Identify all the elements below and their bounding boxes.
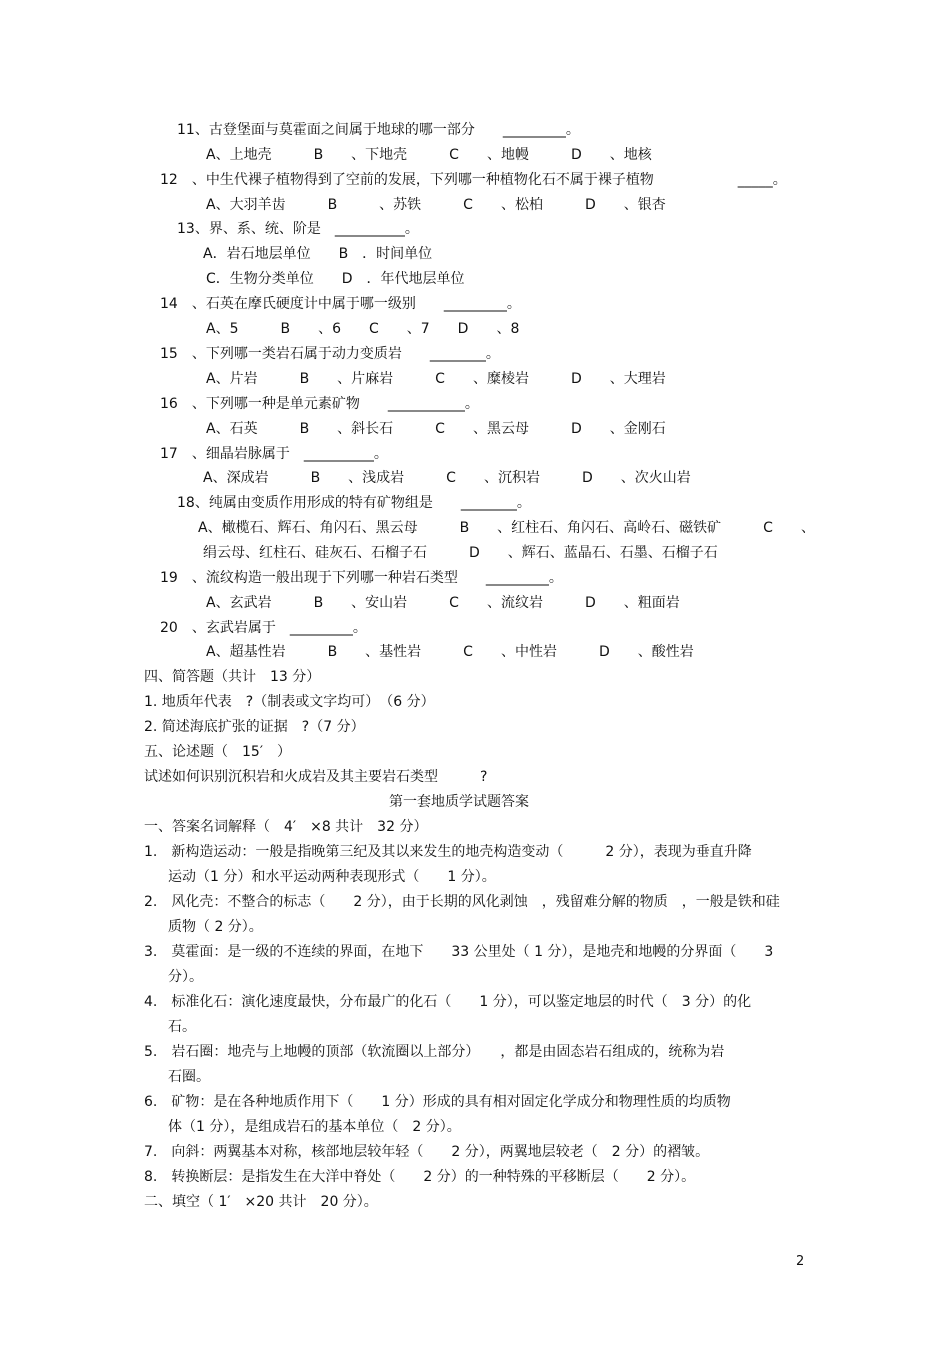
question-14: 14 、石英在摩氏硬度计中属于哪一级别 _________。 — [160, 296, 521, 312]
question-20-options: A、超基性岩 B 、基性岩 C 、中性岩 D 、酸性岩 — [206, 644, 694, 660]
answer-5-line-1: 5. 岩石圈：地壳与上地幔的顶部（软流圈以上部分） ，都是由固态岩石组成的，统称为岩 — [144, 1044, 725, 1060]
question-18-options-2: 绢云母、红柱石、硅灰石、石榴子石 D 、辉石、蓝晶石、石墨、石榴子石 — [203, 545, 718, 561]
answer-1-line-2: 运动（1 分）和水平运动两种表现形式（ 1 分）。 — [168, 869, 496, 885]
question-15-options: A、片岩 B 、片麻岩 C 、糜棱岩 D 、大理岩 — [206, 371, 666, 387]
answer-section-1-heading: 一、答案名词解释（ 4′ ×8 共计 32 分） — [144, 819, 428, 835]
question-13: 13、界、系、统、阶是 __________。 — [177, 221, 419, 237]
question-12: 12 、中生代裸子植物得到了空前的发展，下列哪一种植物化石不属于裸子植物 _____。 — [160, 172, 787, 188]
answer-1-line-1: 1. 新构造运动：一般是指晚第三纪及其以来发生的地壳构造变动（ 2 分），表现为垂直升降 — [144, 844, 752, 860]
short-answer-2: 2. 简述海底扩张的证据 ?（7 分） — [144, 719, 365, 735]
answer-6-line-1: 6. 矿物：是在各种地质作用下（ 1 分）形成的具有相对固定化学成分和物理性质的均质物 — [144, 1094, 731, 1110]
question-18: 18、纯属由变质作用形成的特有矿物组是 ________。 — [177, 495, 531, 511]
answer-7: 7. 向斜：两翼基本对称，核部地层较年轻（ 2 分），两翼地层较老（ 2 分）的褶皱。 — [144, 1144, 710, 1160]
question-14-options: A、5 B 、6 C 、7 D 、8 — [206, 321, 520, 337]
essay-question: 试述如何识别沉积岩和火成岩及其主要岩石类型 ? — [144, 769, 488, 785]
question-19: 19 、流纹构造一般出现于下列哪一种岩石类型 _________。 — [160, 570, 563, 586]
question-18-options-1: A、橄榄石、辉石、角闪石、黑云母 B 、红柱石、角闪石、高岭石、磁铁矿 C 、 — [198, 520, 815, 536]
question-11-options: A、上地壳 B 、下地壳 C 、地幔 D 、地核 — [206, 147, 652, 163]
section-short-answer-heading: 四、简答题（共计 13 分） — [144, 669, 321, 685]
question-19-options: A、玄武岩 B 、安山岩 C 、流纹岩 D 、粗面岩 — [206, 595, 680, 611]
short-answer-1: 1. 地质年代表 ?（制表或文字均可） （6 分） — [144, 694, 435, 710]
section-essay-heading: 五、论述题（ 15′ ） — [144, 744, 291, 760]
answer-2-line-1: 2. 风化壳：不整合的标志（ 2 分），由于长期的风化剥蚀 ，残留难分解的物质 ，一般是铁和硅 — [144, 894, 780, 910]
answer-4-line-2: 石。 — [168, 1019, 196, 1035]
question-17-options: A、深成岩 B 、浅成岩 C 、沉积岩 D 、次火山岩 — [203, 470, 691, 486]
question-12-options: A、大羽羊齿 B 、苏铁 C 、松柏 D 、银杏 — [206, 197, 666, 213]
question-16-options: A、石英 B 、斜长石 C 、黑云母 D 、金刚石 — [206, 421, 666, 437]
question-11: 11、古登堡面与莫霍面之间属于地球的哪一部分 _________。 — [177, 122, 580, 138]
answer-2-line-2: 质物（ 2 分）。 — [168, 919, 263, 935]
question-17: 17 、细晶岩脉属于 __________。 — [160, 446, 388, 462]
question-16: 16 、下列哪一种是单元素矿物 ___________。 — [160, 396, 479, 412]
answer-4-line-1: 4. 标准化石：演化速度最快，分布最广的化石（ 1 分），可以鉴定地层的时代（ 3 分）的化 — [144, 994, 752, 1010]
page-number: 2 — [796, 1254, 805, 1269]
question-20: 20 、玄武岩属于 _________。 — [160, 620, 367, 636]
answer-6-line-2: 体（1 分），是组成岩石的基本单位（ 2 分）。 — [168, 1119, 461, 1135]
answer-key-title: 第一套地质学试题答案 — [389, 794, 529, 810]
answer-3-line-1: 3. 莫霍面：是一级的不连续的界面，在地下 33 公里处（ 1 分），是地壳和地幔的分界面（ 3 — [144, 944, 774, 960]
question-13-options-ab: A．岩石地层单位 B ．时间单位 — [203, 246, 433, 262]
answer-8: 8. 转换断层：是指发生在大洋中脊处（ 2 分）的一种特殊的平移断层（ 2 分）。 — [144, 1169, 696, 1185]
answer-3-line-2: 分）。 — [168, 969, 203, 985]
question-15: 15 、下列哪一类岩石属于动力变质岩 ________。 — [160, 346, 500, 362]
question-13-options-cd: C．生物分类单位 D ．年代地层单位 — [206, 271, 465, 287]
answer-5-line-2: 石圈。 — [168, 1069, 210, 1085]
answer-section-2-heading: 二、填空（ 1′ ×20 共计 20 分）。 — [144, 1194, 378, 1210]
